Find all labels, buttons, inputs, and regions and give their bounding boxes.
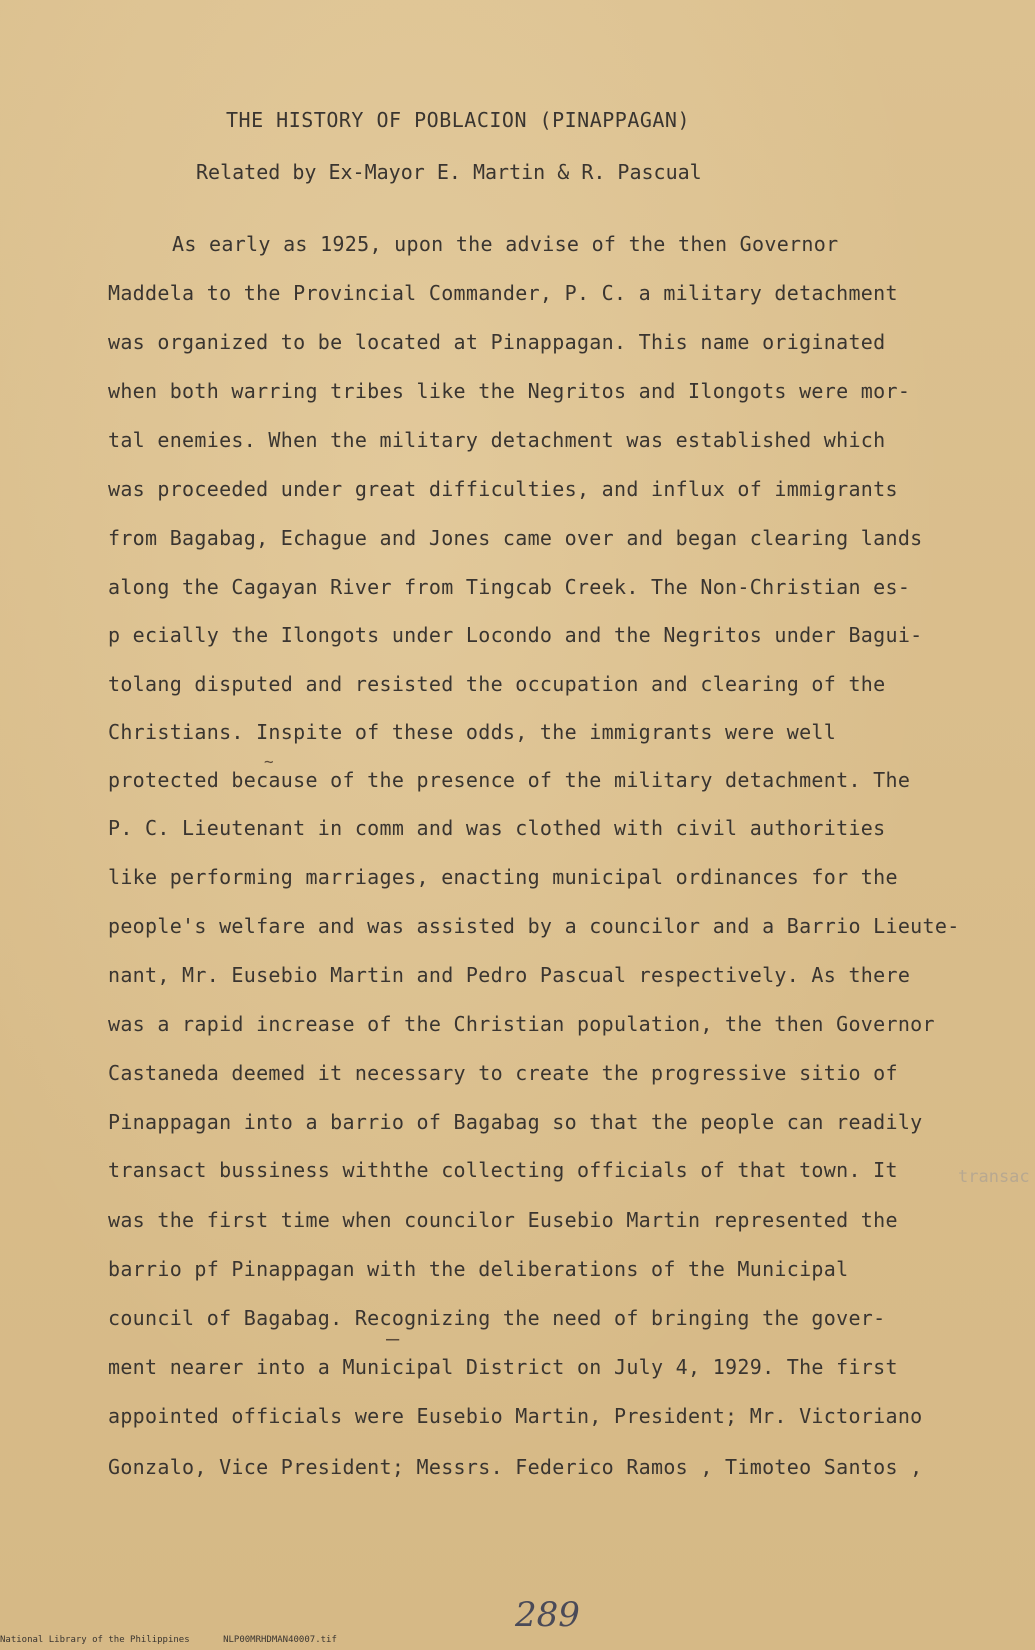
body-line: like performing marriages, enacting municipal ordinances for the xyxy=(108,865,898,889)
footer-filename: NLP00MRHDMAN40007.tif xyxy=(223,1635,337,1645)
handwritten-correction-mark: ∼ xyxy=(264,752,274,771)
body-line: barrio pf Pinappagan with the deliberations of the Municipal xyxy=(108,1257,849,1281)
body-line: p ecially the Ilongots under Locondo and the Negritos under Bagui- xyxy=(108,623,923,647)
body-line: was a rapid increase of the Christian population, the then Governor xyxy=(108,1012,935,1036)
body-line: Christians. Inspite of these odds, the immigrants were well xyxy=(108,720,837,744)
body-line: tal enemies. When the military detachment was established which xyxy=(108,428,886,452)
body-line: was the first time when councilor Eusebio Martin represented the xyxy=(108,1208,898,1232)
body-line: when both warring tribes like the Negritos and Ilongots were mor- xyxy=(108,379,911,403)
document-subtitle: Related by Ex-Mayor E. Martin & R. Pascual xyxy=(196,160,702,184)
body-line: As early as 1925, upon the advise of the then Governor xyxy=(172,232,839,256)
body-line: was organized to be located at Pinappagan. This name originated xyxy=(108,330,886,354)
body-line: along the Cagayan River from Tingcab Creek. The Non-Christian es- xyxy=(108,575,911,599)
body-line: nant, Mr. Eusebio Martin and Pedro Pascual respectively. As there xyxy=(108,963,911,987)
archive-footer xyxy=(0,1635,337,1645)
body-line: ment nearer into a Municipal District on July 4, 1929. The first xyxy=(108,1355,898,1379)
handwritten-underline-mark: — xyxy=(386,1327,400,1352)
handwritten-page-number: 289 xyxy=(515,1595,580,1635)
body-line: Gonzalo, Vice President; Messrs. Federico Ramos , Timoteo Santos , xyxy=(108,1455,923,1479)
body-line: Castaneda deemed it necessary to create the progressive sitio of xyxy=(108,1061,898,1085)
body-line: Pinappagan into a barrio of Bagabag so that the people can readily xyxy=(108,1110,923,1134)
body-line: P. C. Lieutenant in comm and was clothed with civil authorities xyxy=(108,816,886,840)
body-line: people's welfare and was assisted by a councilor and a Barrio Lieute- xyxy=(108,914,960,938)
body-line: from Bagabag, Echague and Jones came over and began clearing lands xyxy=(108,526,923,550)
faded-margin-note: transac xyxy=(958,1167,1030,1187)
footer-library-name: National Library of the Philippines xyxy=(0,1635,190,1645)
body-line: protected because of the presence of the military detachment. The xyxy=(108,768,911,792)
body-line: appointed officials were Eusebio Martin, President; Mr. Victoriano xyxy=(108,1404,923,1428)
body-line: was proceeded under great difficulties, and influx of immigrants xyxy=(108,477,898,501)
body-line: council of Bagabag. Recognizing the need of bringing the gover- xyxy=(108,1306,886,1330)
body-line: Maddela to the Provincial Commander, P. C. a military detachment xyxy=(108,281,898,305)
document-title: THE HISTORY OF POBLACION (PINAPPAGAN) xyxy=(226,108,691,132)
body-line: transact bussiness withthe collecting officials of that town. It xyxy=(108,1158,898,1182)
body-line: tolang disputed and resisted the occupation and clearing of the xyxy=(108,672,886,696)
